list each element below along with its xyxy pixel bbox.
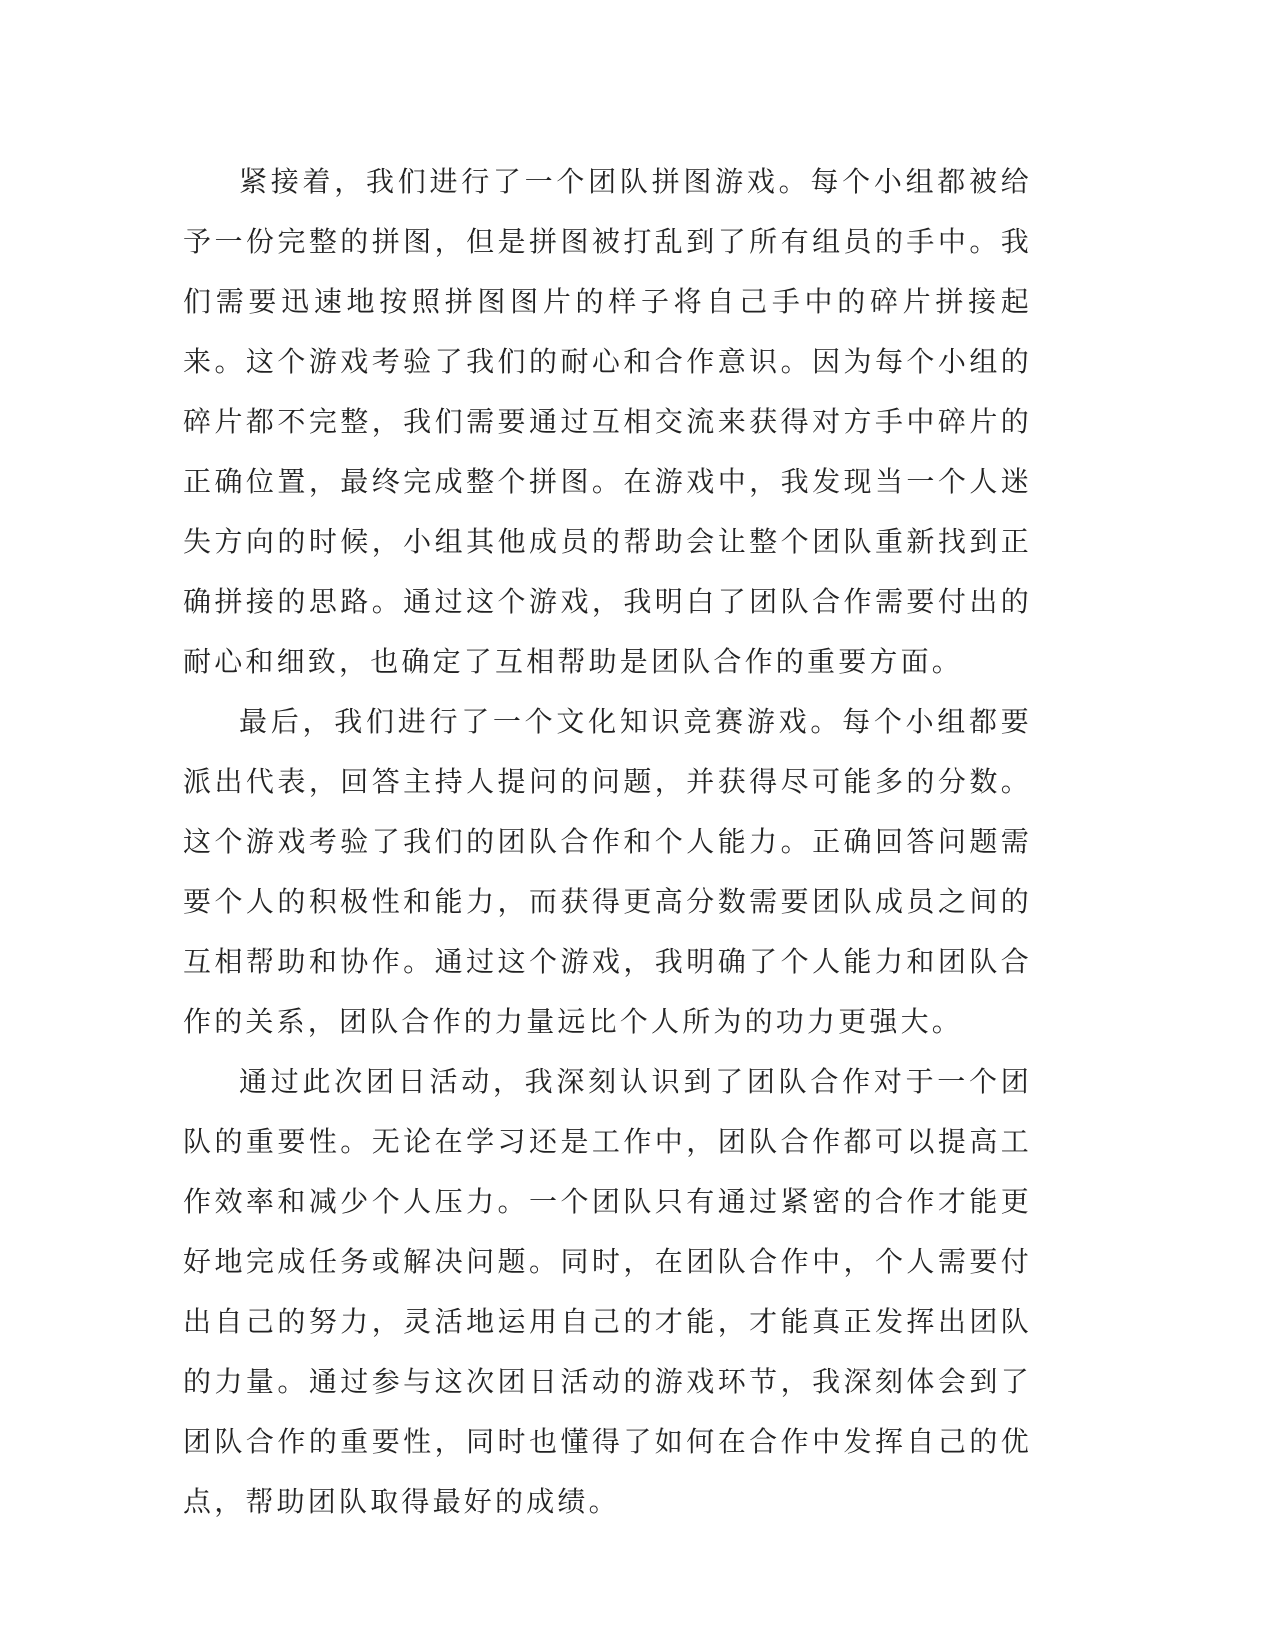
document-body xyxy=(183,152,1032,1532)
paragraph-team-puzzle-game: 紧接着，我们进行了一个团队拼图游戏。每个小组都被给予一份完整的拼图，但是拼图被打乱到了所有组员的手中。我们需要迅速地按照拼图图片的样子将自己手中的碎片拼接起来。这个游戏考验了我们的耐心和合作意识。因为每个小组的碎片都不完整，我们需要通过互相交流来获得对方手中碎片的正确位置，最终完成整个拼图。在游戏中，我发现当一个人迷失方向的时候，小组其他成员的帮助会让整个团队重新找到正确拼接的思路。通过这个游戏，我明白了团队合作需要付出的耐心和细致，也确定了互相帮助是团队合作的重要方面。 xyxy=(183,165,1032,678)
paragraph-conclusion: 通过此次团日活动，我深刻认识到了团队合作对于一个团队的重要性。无论在学习还是工作中，团队合作都可以提高工作效率和减少个人压力。一个团队只有通过紧密的合作才能更好地完成任务或解决问题。同时，在团队合作中，个人需要付出自己的努力，灵活地运用自己的才能，才能真正发挥出团队的力量。通过参与这次团日活动的游戏环节，我深刻体会到了团队合作的重要性，同时也懂得了如何在合作中发挥自己的优点，帮助团队取得最好的成绩。 xyxy=(183,1065,1032,1518)
paragraph-culture-quiz-game: 最后，我们进行了一个文化知识竞赛游戏。每个小组都要派出代表，回答主持人提问的问题，并获得尽可能多的分数。这个游戏考验了我们的团队合作和个人能力。正确回答问题需要个人的积极性和能力，而获得更高分数需要团队成员之间的互相帮助和协作。通过这个游戏，我明确了个人能力和团队合作的关系，团队合作的力量远比个人所为的功力更强大。 xyxy=(183,705,1032,1038)
